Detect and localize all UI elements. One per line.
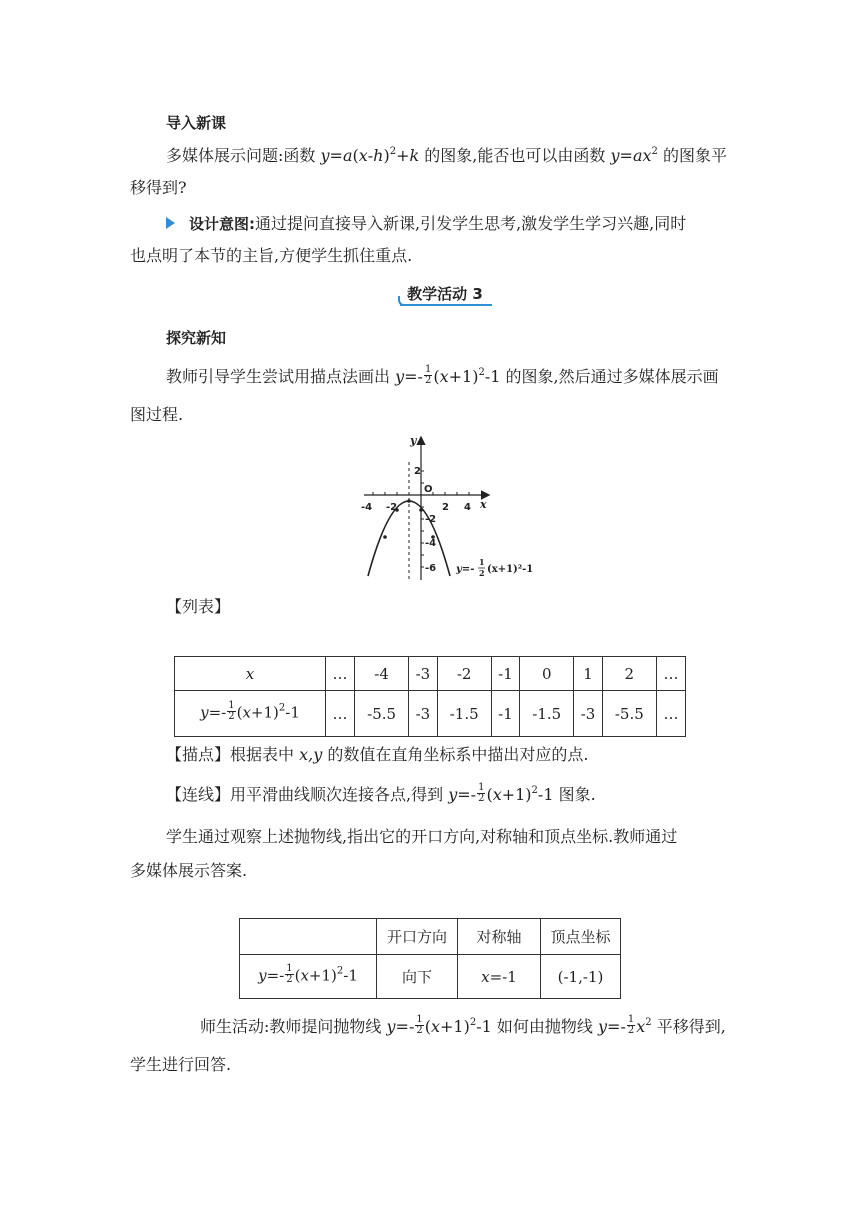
table-header-x: x: [175, 657, 326, 691]
observe-line-2: 多媒体展示答案.: [130, 861, 248, 880]
y-axis-label: y: [410, 434, 417, 447]
list-section-label: 【列表】: [166, 597, 231, 616]
intro-heading: 导入新课: [166, 114, 227, 132]
table-cell: -5.5: [354, 691, 408, 737]
x-tick-label: -2: [386, 502, 398, 513]
y-tick-label: -2: [425, 514, 437, 525]
table-header-y: y=- $\frac{1}{2}$ $(x+1)^2-1$: [175, 691, 326, 737]
x-tick-label: -4: [361, 502, 373, 513]
table-cell: -1.5: [437, 691, 491, 737]
connect-step: 【连线】用平滑曲线顺次连接各点,得到 y=- $\frac{1}{2}$ $(x+1)^2-1$ 图象.: [166, 782, 596, 804]
table-cell: -3: [409, 691, 437, 737]
design-intent-line-1: 设计意图:通过提问直接导入新课,引发学生思考,激发学生学习兴趣,同时: [166, 213, 686, 235]
table-header: 开口方向: [377, 919, 458, 955]
table-cell: …: [656, 691, 685, 737]
y-tick-label: 2: [414, 466, 421, 477]
point: [383, 535, 387, 539]
explore-line-2: 图过程.: [130, 405, 184, 424]
y-tick-label: -4: [425, 538, 437, 549]
x-axis-label: x: [480, 498, 487, 511]
table-cell: -2: [437, 657, 491, 691]
table-header: 对称轴: [458, 919, 541, 955]
table-cell: x=-1: [458, 955, 541, 999]
curve-label: [455, 557, 533, 578]
intro-line-2: 移得到?: [130, 178, 187, 197]
origin-label: O: [424, 484, 433, 495]
svg-text:2: 2: [479, 568, 485, 578]
x-tick-label: 2: [442, 502, 449, 513]
table-cell: -1: [491, 691, 519, 737]
properties-table: [239, 918, 621, 999]
table-cell: …: [656, 657, 685, 691]
point: [419, 508, 423, 512]
table-cell: …: [326, 691, 355, 737]
triangle-marker-icon: [166, 217, 175, 229]
heading-underline-hook: [398, 296, 406, 306]
svg-text:(x+1)²-1: (x+1)²-1: [487, 564, 534, 575]
svg-text:y=-: y=-: [456, 564, 475, 575]
table-cell: 向下: [377, 955, 458, 999]
plot-step: 【描点】根据表中 x,y 的数值在直角坐标系中描出对应的点.: [166, 745, 589, 764]
observe-line-1: 学生通过观察上述抛物线,指出它的开口方向,对称轴和顶点坐标.教师通过: [166, 827, 678, 846]
table-cell: -1: [491, 657, 519, 691]
design-intent-line-2: 也点明了本节的主旨,方便学生抓住重点.: [130, 246, 413, 265]
y-tick-label: -6: [425, 563, 437, 574]
activity-text-line-1: 师生活动:教师提问抛物线 y=- $\frac{1}{2}$ $(x+1)^2-1$ 如何由抛物线 y=- $\frac{1}{2}$ $x^2$ 平移得到,: [200, 1014, 726, 1036]
table-cell: -3: [409, 657, 437, 691]
parabola-graph: [358, 432, 548, 584]
table-cell: …: [326, 657, 355, 691]
table-row: [240, 919, 621, 955]
heading-underline: [400, 304, 492, 306]
svg-text:1: 1: [479, 557, 485, 567]
table-header: 顶点坐标: [541, 919, 621, 955]
values-table: [174, 656, 686, 737]
table-cell: 0: [520, 657, 574, 691]
table-cell: -4: [354, 657, 408, 691]
table-row: [175, 657, 686, 691]
activity-text-line-2: 学生进行回答.: [130, 1055, 232, 1074]
table-row: [175, 691, 686, 737]
explore-heading: 探究新知: [166, 329, 227, 347]
table-cell: 2: [602, 657, 656, 691]
table-cell-empty: [240, 919, 377, 955]
intro-line-1: 多媒体展示问题:函数 $y=a(x-h)^2+k$ 的图象,能否也可以由函数 $y=ax^2$ 的图象平: [166, 146, 727, 165]
x-tick-label: 4: [464, 502, 471, 513]
table-cell: (-1,-1): [541, 955, 621, 999]
explore-line-1: 教师引导学生尝试用描点法画出 y=- $\frac{1}{2}$ $(x+1)^2-1$ 的图象,然后通过多媒体展示画: [166, 364, 719, 386]
activity-heading: 教学活动 3: [398, 284, 492, 308]
table-cell: -3: [574, 691, 602, 737]
table-cell: 1: [574, 657, 602, 691]
design-intent-label: 设计意图:: [189, 215, 255, 233]
table-row: [240, 955, 621, 999]
point: [407, 499, 411, 503]
table-cell: -5.5: [602, 691, 656, 737]
table-cell-function: y=- $\frac{1}{2}$ $(x+1)^2-1$: [240, 955, 377, 999]
table-cell: -1.5: [520, 691, 574, 737]
